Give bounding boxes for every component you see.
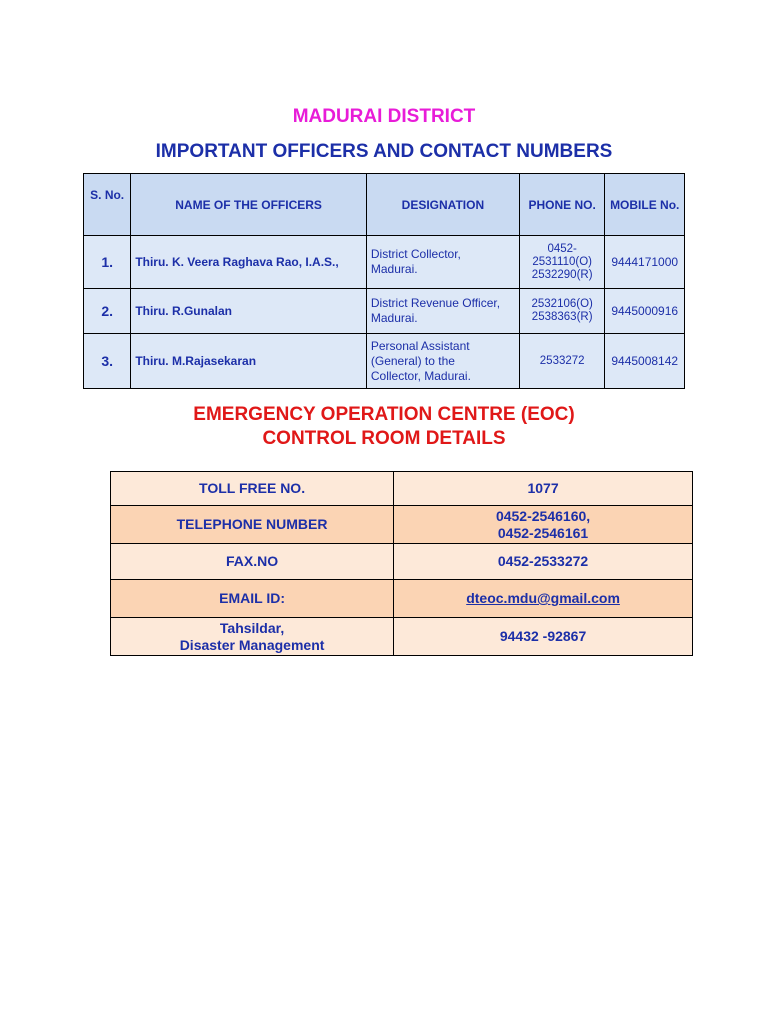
telephone-line: 0452-2546161 — [497, 524, 589, 541]
officer-phone — [519, 289, 605, 334]
officer-mobile: 9445008142 — [605, 334, 685, 389]
eoc-value-email — [394, 580, 693, 618]
designation-line: Madurai. — [370, 311, 418, 325]
designation-line: (General) to the — [370, 353, 455, 368]
designation-line: Collector, Madurai. — [370, 368, 471, 383]
telephone-line: 0452-2546160, — [495, 507, 591, 524]
officers-table — [83, 173, 685, 389]
designation-line: District Collector, — [370, 247, 461, 261]
eoc-contact-table — [110, 471, 693, 656]
officers-table-header-row — [84, 174, 685, 236]
phone-line: 0452- — [547, 242, 577, 255]
eoc-label-fax: FAX.NO — [111, 544, 394, 580]
eoc-label-toll-free: TOLL FREE NO. — [111, 472, 394, 506]
table-row — [111, 580, 693, 618]
eoc-section-title — [0, 403, 768, 451]
column-header-name: NAME OF THE OFFICERS — [131, 174, 367, 236]
phone-line: 2532106(O) — [531, 298, 593, 310]
table-row — [84, 289, 685, 334]
phone-line: 2538363(R) — [531, 311, 593, 323]
table-row — [84, 334, 685, 389]
table-row — [111, 618, 693, 656]
phone-line: 2533272 — [539, 354, 585, 367]
officer-mobile: 9445000916 — [605, 289, 685, 334]
email-link[interactable]: dteoc.mdu@gmail.com — [466, 590, 620, 606]
officer-designation — [366, 289, 519, 334]
tahsildar-line: Disaster Management — [179, 636, 325, 653]
eoc-value-toll-free: 1077 — [394, 472, 693, 506]
table-row — [111, 506, 693, 544]
officer-sno: 1. — [84, 236, 131, 289]
table-row — [84, 236, 685, 289]
column-header-mobile: MOBILE No. — [605, 174, 685, 236]
column-header-phone: PHONE NO. — [519, 174, 605, 236]
eoc-label-tahsildar — [111, 618, 394, 656]
officer-sno: 2. — [84, 289, 131, 334]
district-title: MADURAI DISTRICT — [292, 106, 476, 127]
officer-phone — [519, 236, 605, 289]
eoc-label-telephone: TELEPHONE NUMBER — [111, 506, 394, 544]
officer-name: Thiru. K. Veera Raghava Rao, I.A.S., — [131, 236, 367, 289]
table-row — [111, 472, 693, 506]
officer-sno: 3. — [84, 334, 131, 389]
designation-line: Personal Assistant — [370, 338, 470, 353]
eoc-title-line: EMERGENCY OPERATION CENTRE (EOC) — [193, 404, 575, 425]
tahsildar-line: Tahsildar, — [219, 619, 285, 636]
eoc-value-fax: 0452-2533272 — [394, 544, 693, 580]
officer-mobile: 9444171000 — [605, 236, 685, 289]
eoc-value-tahsildar: 94432 -92867 — [394, 618, 693, 656]
table-row — [111, 544, 693, 580]
eoc-value-telephone — [394, 506, 693, 544]
designation-line: Madurai. — [370, 262, 418, 276]
column-header-designation: DESIGNATION — [366, 174, 519, 236]
designation-line: District Revenue Officer, — [370, 296, 501, 310]
officer-designation — [366, 334, 519, 389]
phone-line: 2531110(O) — [532, 255, 592, 268]
eoc-title-line: CONTROL ROOM DETAILS — [262, 428, 506, 449]
officer-name: Thiru. M.Rajasekaran — [131, 334, 367, 389]
officer-phone — [519, 334, 605, 389]
eoc-label-email: EMAIL ID: — [111, 580, 394, 618]
officer-designation — [366, 236, 519, 289]
phone-line: 2532290(R) — [531, 268, 593, 281]
column-header-sno: S. No. — [84, 174, 131, 236]
officer-name: Thiru. R.Gunalan — [131, 289, 367, 334]
officers-section-title: IMPORTANT OFFICERS AND CONTACT NUMBERS — [155, 141, 613, 162]
